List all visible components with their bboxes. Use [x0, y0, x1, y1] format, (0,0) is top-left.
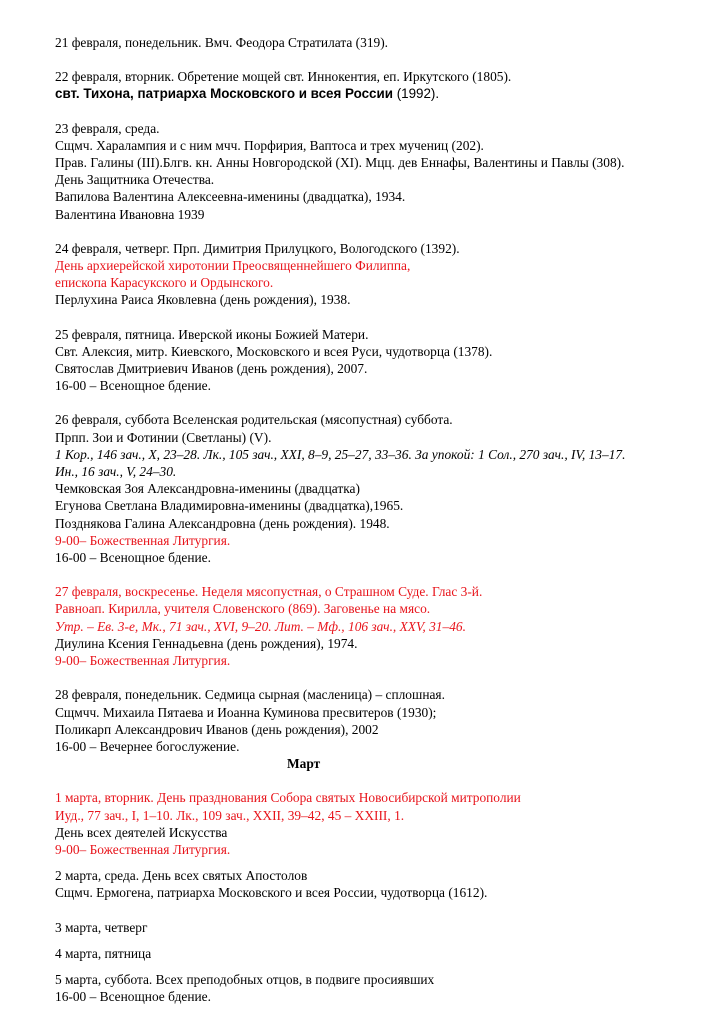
- entry-text: Сщмчч. Михаила Пятаева и Иоанна Куминова пресвитеров (1930);: [55, 704, 437, 720]
- entry-mar-4: [55, 945, 695, 962]
- entry-text: 21 февраля, понедельник. Вмч. Феодора Стратилата (319).: [55, 35, 389, 50]
- entry-mar-5: [55, 971, 695, 1005]
- entry-text: 5 марта, суббота. Всех преподобных отцов, в подвиге просиявших: [55, 971, 435, 987]
- entry-feb-22: [55, 68, 695, 102]
- saint-year: (1992).: [392, 86, 440, 102]
- entry-text: Поликарп Александрович Иванов (день рождения), 2002: [55, 721, 379, 737]
- scripture-readings: 1 Кор., 146 зач., X, 23–28. Лк., 105 зач., XXI, 8–9, 25–27, 33–36. За упокой: 1 Сол., 270 зач., IV, 13–17.: [55, 446, 626, 462]
- entry-feb-24: [55, 240, 695, 309]
- entry-text: День Защитника Отечества.: [55, 172, 215, 188]
- entry-text: 4 марта, пятница: [55, 945, 152, 961]
- entry-text: 2 марта, среда. День всех святых Апостолов: [55, 868, 308, 884]
- entry-text: 16-00 – Всенощное бдение.: [55, 378, 211, 394]
- entry-text-highlight: Равноап. Кирилла, учителя Словенского (869). Заговенье на мясо.: [55, 601, 431, 617]
- entry-text: Перлухина Раиса Яковлевна (день рождения), 1938.: [55, 292, 351, 308]
- entry-text: Святослав Дмитриевич Иванов (день рождения), 2007.: [55, 361, 368, 377]
- entry-text: 28 февраля, понедельник. Седмица сырная (масленица) – сплошная.: [55, 687, 445, 703]
- entry-text: Свт. Алексия, митр. Киевского, Московского и всея Руси, чудотворца (1378).: [55, 343, 493, 359]
- entry-text: Диулина Ксения Геннадьевна (день рождения), 1974.: [55, 635, 358, 651]
- entry-feb-27: [55, 583, 695, 669]
- entry-text: Чемковская Зоя Александровна-именины (двадцатка): [55, 481, 360, 497]
- entry-text: Егунова Светлана Владимировна-именины (двадцатка),1965.: [55, 498, 404, 514]
- entry-text-highlight: 27 февраля, воскресенье. Неделя мясопустная, о Страшном Суде. Глас 3-й.: [55, 584, 483, 600]
- entry-text: [55, 85, 695, 102]
- entry-text: Прав. Галины (III).Блгв. кн. Анны Новгородской (XI). Мцц. дев Еннафы, Валентины и Павлы (308).: [55, 155, 625, 171]
- entry-text: Позднякова Галина Александровна (день рождения). 1948.: [55, 515, 390, 531]
- entry-text: 26 февраля, суббота Вселенская родительская (мясопустная) суббота.: [55, 412, 453, 428]
- entry-feb-28: [55, 686, 695, 755]
- calendar-content: [55, 34, 695, 1005]
- entry-feb-25: [55, 326, 695, 395]
- entry-feb-23: [55, 120, 695, 223]
- service-time-highlight: 9-00– Божественная Литургия.: [55, 841, 231, 857]
- service-time: 16-00 – Всенощное бдение.: [55, 550, 211, 566]
- service-time-highlight: 9-00– Божественная Литургия.: [55, 532, 231, 548]
- entry-feb-26: [55, 411, 695, 566]
- entry-text: Сщмч. Ермогена, патриарха Московского и всея России, чудотворца (1612).: [55, 885, 488, 901]
- scripture-readings-highlight: Иуд., 77 зач., I, 1–10. Лк., 109 зач., XXII, 39–42, 45 – XXIII, 1.: [55, 807, 405, 823]
- entry-text: 23 февраля, среда.: [55, 120, 160, 136]
- entry-text-highlight: 1 марта, вторник. День празднования Собора святых Новосибирской митрополии: [55, 790, 521, 806]
- entry-text: 25 февраля, пятница. Иверской иконы Божией Матери.: [55, 326, 369, 342]
- scripture-readings: Ин., 16 зач., V, 24–30.: [55, 464, 177, 480]
- entry-mar-2: [55, 867, 695, 901]
- entry-text-highlight: День архиерейской хиротонии Преосвященнейшего Филиппа,: [55, 258, 411, 274]
- entry-feb-21: [55, 34, 695, 51]
- service-time: 16-00 – Вечернее богослужение.: [55, 738, 240, 754]
- scripture-readings-highlight: Утр. – Ев. 3-е, Мк., 71 зач., XVI, 9–20. Лит. – Мф., 106 зач., XXV, 31–46.: [55, 618, 466, 634]
- month-heading: Март: [287, 756, 321, 772]
- entry-text-highlight: епископа Карасукского и Ордынского.: [55, 275, 274, 291]
- entry-mar-3: [55, 919, 695, 936]
- entry-text: День всех деятелей Искусства: [55, 824, 228, 840]
- entry-text: Вапилова Валентина Алексеевна-именины (двадцатка), 1934.: [55, 189, 406, 205]
- saint-name-bold: свт. Тихона, патриарха Московского и всея России: [55, 86, 393, 102]
- entry-text: 3 марта, четверг: [55, 919, 148, 935]
- entry-text: 22 февраля, вторник. Обретение мощей свт. Иннокентия, еп. Иркутского (1805).: [55, 69, 512, 85]
- service-time: 16-00 – Всенощное бдение.: [55, 989, 211, 1005]
- entry-text: Прпп. Зои и Фотинии (Светланы) (V).: [55, 429, 272, 445]
- entry-text: Сщмч. Харалампия и с ним мчч. Порфирия, Вaптоса и трех мучениц (202).: [55, 137, 484, 153]
- entry-mar-1: [55, 789, 695, 858]
- entry-text: 24 февраля, четверг. Прп. Димитрия Прилуцкого, Вологодского (1392).: [55, 240, 460, 256]
- service-time-highlight: 9-00– Божественная Литургия.: [55, 653, 231, 669]
- entry-text: Валентина Ивановна 1939: [55, 206, 205, 222]
